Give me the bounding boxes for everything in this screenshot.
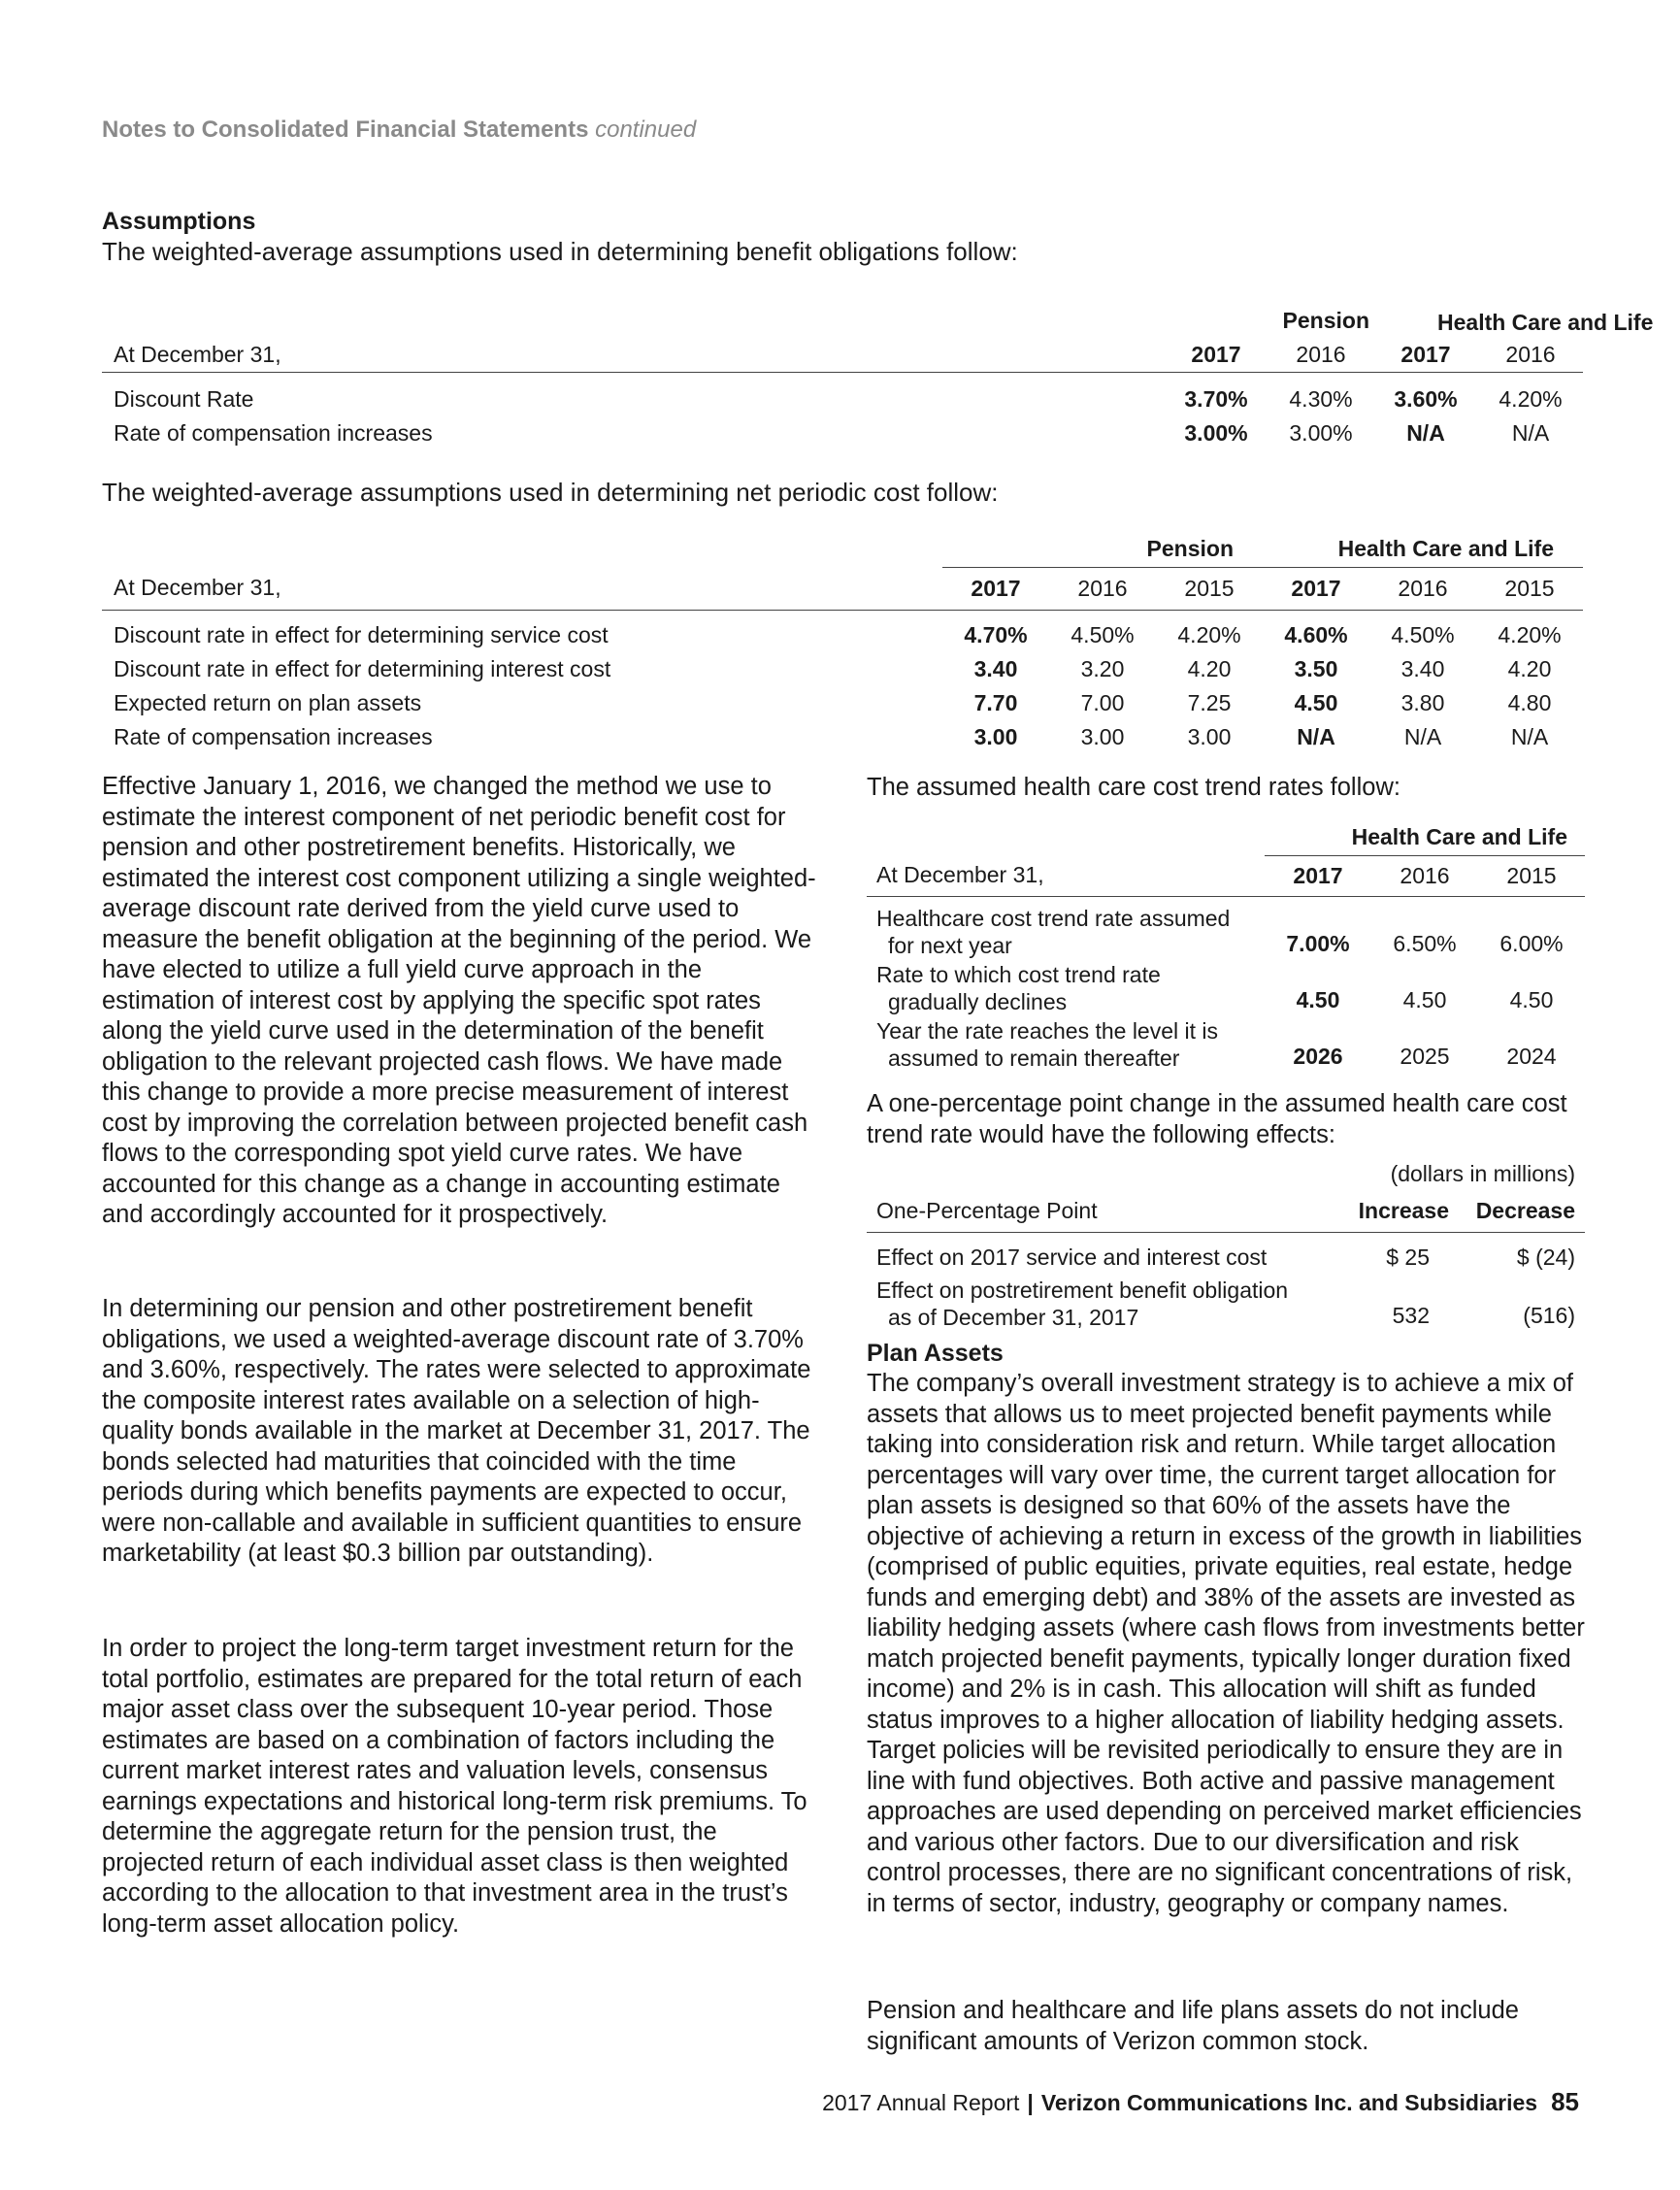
table-row — [867, 1275, 1585, 1331]
value-cell: 3.60% — [1394, 386, 1458, 412]
row-label — [867, 959, 1265, 1015]
year-cell: 2017 — [942, 567, 1049, 610]
value-cell: 3.00% — [1289, 420, 1353, 446]
row-header-label: At December 31, — [102, 567, 942, 610]
year-cell: 2016 — [1268, 338, 1373, 373]
value-cell: 3.80 — [1400, 689, 1445, 715]
value-cell: 4.80 — [1507, 689, 1552, 715]
value-cell: 4.50 — [1296, 986, 1340, 1012]
row-label — [867, 1275, 1333, 1331]
table-group-header-row — [102, 283, 1583, 338]
value-cell: 4.60% — [1284, 621, 1348, 647]
table-year-row — [867, 855, 1585, 896]
row-label-line2: as of December 31, 2017 — [888, 1304, 1139, 1330]
table-units-row — [867, 1157, 1585, 1191]
increase-value: $ 25 — [1386, 1244, 1430, 1270]
value-cell: 3.50 — [1294, 655, 1338, 681]
health-group-label: Health Care and Life — [1437, 310, 1654, 335]
table-group-header-row — [102, 532, 1583, 567]
decrease-value: (516) — [1523, 1302, 1575, 1328]
value-cell: 7.70 — [973, 689, 1018, 715]
page-footer — [822, 2087, 1579, 2117]
running-header-continued: continued — [595, 116, 697, 143]
row-label-line1: Rate to which cost trend rate — [876, 961, 1161, 987]
table-year-row — [102, 567, 1583, 610]
row-label: Rate of compensation increases — [114, 420, 433, 446]
value-cell: 2024 — [1506, 1043, 1557, 1069]
row-label: Expected return on plan assets — [114, 689, 422, 715]
plan-assets-heading: Plan Assets — [867, 1340, 1004, 1367]
table-row — [102, 618, 1583, 652]
increase-value: 532 — [1392, 1302, 1430, 1328]
running-header — [102, 116, 696, 144]
plan-assets-paragraph: The company’s overall investment strategy is to achieve a mix of assets that allows us to meet projected benefit payments while taking into consideration risk and return. While target allocation percentages will vary over time, the current target allocation for plan assets is designed so that 60% of the assets have the objective of achieving a return in excess of the growth in liabilities (comprised of public equities, private equities, real estate, hedge funds and emerging debt) and 38% of the assets are invested as liability hedging assets (where cash flows from investments better match projected benefit payments, typically longer duration fixed income) and 2% is in cash. This allocation will shift as funded status improves to a higher allocation of liability hedging assets. Target policies will be revisited periodically to ensure they are in line with fund objectives. Both active and passive management approaches are used depending on perceived market efficiencies and various other factors. Due to our diversification and risk control processes, there are no significant concentrations of risk, in terms of sector, industry, geography or company names. — [867, 1370, 1585, 1917]
value-cell: 3.00 — [1187, 723, 1232, 749]
value-cell: 7.00 — [1080, 689, 1125, 715]
value-cell: 4.20% — [1177, 621, 1241, 647]
health-group-label: Health Care and Life — [1337, 536, 1554, 562]
value-cell: 3.70% — [1184, 386, 1248, 412]
row-label-line2: assumed to remain thereafter — [888, 1045, 1180, 1071]
pension-group-label: Pension — [1282, 308, 1369, 333]
value-cell: 6.50% — [1393, 930, 1457, 956]
footer-report: 2017 Annual Report — [822, 2090, 1020, 2115]
value-cell: 4.50% — [1071, 621, 1135, 647]
table-row — [102, 720, 1583, 754]
row-header-label: One-Percentage Point — [867, 1191, 1333, 1232]
value-cell: 3.40 — [1400, 655, 1445, 681]
year-cell: 2017 — [1164, 338, 1268, 373]
row-header-label: At December 31, — [867, 855, 1265, 896]
table-row — [867, 1015, 1585, 1072]
value-cell: 7.00% — [1286, 930, 1350, 956]
health-group-label: Health Care and Life — [1351, 824, 1567, 850]
value-cell: 4.20 — [1187, 655, 1232, 681]
table-group-header-row — [867, 820, 1585, 855]
row-label-line1: Healthcare cost trend rate assumed — [876, 905, 1231, 931]
row-label — [867, 903, 1265, 959]
net-periodic-cost-table — [102, 532, 1583, 754]
value-cell: 2025 — [1400, 1043, 1450, 1069]
year-cell: 2016 — [1369, 567, 1476, 610]
row-label-line1: Year the rate reaches the level it is — [876, 1017, 1219, 1044]
units-label: (dollars in millions) — [1390, 1161, 1575, 1186]
value-cell: 3.00 — [1080, 723, 1125, 749]
year-cell: 2016 — [1371, 855, 1478, 896]
value-cell: 6.00% — [1499, 930, 1564, 956]
footer-company: Verizon Communications Inc. and Subsidiaries — [1040, 2090, 1538, 2115]
table-row — [867, 959, 1585, 1015]
value-cell: N/A — [1297, 723, 1335, 749]
row-label — [867, 1015, 1265, 1072]
one-point-change-table — [867, 1157, 1585, 1331]
value-cell: N/A — [1406, 420, 1445, 446]
value-cell: 4.20% — [1498, 621, 1562, 647]
value-cell: N/A — [1403, 723, 1442, 749]
table-row — [102, 416, 1583, 450]
value-cell: N/A — [1511, 420, 1550, 446]
running-header-title: Notes to Consolidated Financial Statements — [102, 116, 589, 143]
year-cell: 2015 — [1478, 855, 1585, 896]
value-cell: 2026 — [1293, 1043, 1343, 1069]
table-header-row — [867, 1191, 1585, 1232]
value-cell: 3.00% — [1184, 420, 1248, 446]
interest-method-paragraph: Effective January 1, 2016, we changed the method we use to estimate the interest component of net periodic benefit cost for pension and other postretirement benefits. Historically, we estimated the interest cost component utilizing a single weighted-average discount rate derived from the yield curve used to measure the benefit obligation at the beginning of the period. We have elected to utilize a full yield curve approach in the estimation of interest cost by applying the specific spot rates along the yield curve used in the determination of the benefit obligation to the relevant projected cash flows. We have made this change to provide a more precise measurement of interest cost by improving the correlation between projected benefit cash flows to the corresponding spot yield curve rates. We have accounted for this change as a change in accounting estimate and accordingly accounted for it prospectively. — [102, 773, 816, 1228]
row-label-line2: for next year — [888, 932, 1012, 958]
row-label: Rate of compensation increases — [114, 723, 433, 749]
year-cell: 2015 — [1156, 567, 1263, 610]
value-cell: 4.50 — [1402, 986, 1447, 1012]
footer-separator: | — [1027, 2090, 1034, 2115]
row-header-label: At December 31, — [102, 338, 1164, 373]
value-cell: 4.30% — [1289, 386, 1353, 412]
assumptions-heading: Assumptions — [102, 208, 256, 235]
increase-header: Increase — [1333, 1191, 1459, 1232]
value-cell: 3.20 — [1080, 655, 1125, 681]
value-cell: 4.50% — [1391, 621, 1455, 647]
net-periodic-cost-intro: The weighted-average assumptions used in determining net periodic cost follow: — [102, 478, 999, 507]
year-cell: 2016 — [1049, 567, 1156, 610]
row-label: Effect on 2017 service and interest cost — [876, 1244, 1268, 1270]
discount-rate-paragraph: In determining our pension and other postretirement benefit obligations, we used a weighted-average discount rate of 3.70% and 3.60%, respectively. The rates were selected to approximate the composite interest rates available on a selection of high-quality bonds available in the market at December 31, 2017. The bonds selected had maturities that coincided with the time periods during which benefits payments are expected to occur, were non-callable and available in sufficient quantities to ensure marketability (at least $0.3 billion par outstanding). — [102, 1295, 811, 1567]
trend-rates-intro: The assumed health care cost trend rates follow: — [867, 774, 1400, 801]
row-label: Discount rate in effect for determining service cost — [114, 621, 609, 647]
year-cell: 2016 — [1478, 338, 1583, 373]
value-cell: 4.20 — [1507, 655, 1552, 681]
one-point-change-intro: A one-percentage point change in the assumed health care cost trend rate would have the following effects: — [867, 1090, 1567, 1148]
table-row — [102, 652, 1583, 686]
value-cell: 4.50 — [1294, 689, 1338, 715]
value-cell: N/A — [1510, 723, 1549, 749]
plan-assets-stock-paragraph: Pension and healthcare and life plans assets do not include significant amounts of Verizon common stock. — [867, 1997, 1519, 2055]
table-row — [102, 382, 1583, 416]
row-label: Discount rate in effect for determining interest cost — [114, 655, 611, 681]
table-row — [867, 903, 1585, 959]
value-cell: 3.40 — [973, 655, 1018, 681]
table-row — [102, 686, 1583, 720]
value-cell: 3.00 — [973, 723, 1018, 749]
table-year-row — [102, 338, 1583, 373]
table-row — [867, 1241, 1585, 1275]
page-number: 85 — [1551, 2087, 1579, 2116]
year-cell: 2017 — [1263, 567, 1369, 610]
target-return-paragraph: In order to project the long-term target investment return for the total portfolio, estimates are prepared for the total return of each major asset class over the subsequent 10-year period. Those estimates are based on a combination of factors including the current market interest rates and valuation levels, consensus earnings expectations and historical long-term risk premiums. To determine the aggregate return for the pension trust, the projected return of each individual asset class is then weighted according to the allocation to that investment area in the trust’s long-term asset allocation policy. — [102, 1635, 807, 1938]
value-cell: 7.25 — [1187, 689, 1232, 715]
trend-rates-table — [867, 820, 1585, 1072]
decrease-value: $ (24) — [1516, 1244, 1575, 1270]
row-label: Discount Rate — [114, 386, 254, 412]
value-cell: 4.50 — [1509, 986, 1554, 1012]
year-cell: 2017 — [1373, 338, 1478, 373]
year-cell: 2015 — [1476, 567, 1583, 610]
year-cell: 2017 — [1265, 855, 1371, 896]
row-label-line2: gradually declines — [888, 988, 1068, 1014]
decrease-header: Decrease — [1459, 1191, 1585, 1232]
row-label-line1: Effect on postretirement benefit obligation — [876, 1277, 1289, 1303]
value-cell: 4.20% — [1499, 386, 1563, 412]
benefit-obligations-table — [102, 283, 1654, 450]
pension-group-label: Pension — [1146, 536, 1234, 562]
benefit-obligations-intro: The weighted-average assumptions used in determining benefit obligations follow: — [102, 237, 1018, 266]
value-cell: 4.70% — [964, 621, 1028, 647]
